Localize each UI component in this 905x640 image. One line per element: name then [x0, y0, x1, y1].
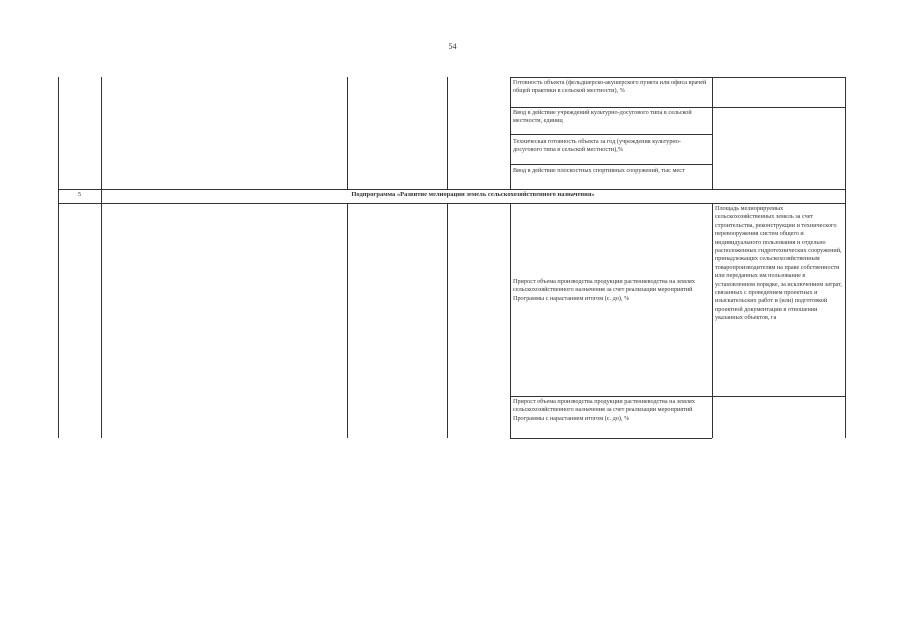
value-cell: [712, 78, 845, 107]
indicator-cell: Прирост объема производства продукции растениеводства на землях сельскохозяйственного назначения за счет реализации мероприятий Программы с нарастанием итогом (с. до), %: [513, 278, 695, 302]
indicator-cell: Техническая готовность объекта за год (учреждения культурно-досугового типа в сельской местности),%: [513, 138, 681, 154]
indicator-cell: Ввод в действие плоскостных спортивных сооружений, тыс мест: [513, 167, 685, 174]
table-row-line: [510, 164, 712, 165]
table-col-line: [845, 77, 846, 438]
table-col-line: [347, 203, 348, 438]
indicator-cell: Ввод в действие учреждений культурно-досугового типа в сельской местности, единиц: [513, 109, 692, 125]
indicator-cell: Прирост объема производства продукции растениеводства на землях сельскохозяйственного назначения за счет реализации мероприятий Программы с нарастанием итогом (с. до), %: [513, 398, 695, 422]
value-cell: [712, 108, 845, 189]
indicator-cell: Готовность объекта (фельдшерско-акушерского пункта или офиса врачей общей практики в сельской местности), %: [513, 79, 707, 95]
subprogram-number: 5: [77, 191, 82, 198]
subprogram-title: Подпрограмма «Развитие мелиорации земель сельскохозяйственного назначения»: [351, 191, 595, 198]
table-col-line: [447, 203, 448, 438]
table-col-line: [347, 77, 348, 189]
value-cell: Площадь мелиорируемых сельскохозяйственных земель за счет строительства, реконструкции и технического перевооружения систем общего и индивидуального пользования и отдельно расположенных гидротехнических сооружений, принадлежащих сельскохозяйственным товаропроизводителям на праве собственности или переданных им пользование в установленном порядке, за исключением затрат, связанных с проведением проектных и изыскательских работ и (или) подготовкой проектной документации в отношении указанных объектов, га: [715, 205, 842, 322]
value-cell: [712, 397, 845, 438]
page-number: 54: [448, 42, 457, 51]
table-col-line: [101, 77, 102, 438]
table-row-line: [510, 438, 712, 439]
table-col-line: [58, 77, 59, 438]
table-row-line: [510, 134, 712, 135]
table-col-line: [447, 77, 448, 189]
